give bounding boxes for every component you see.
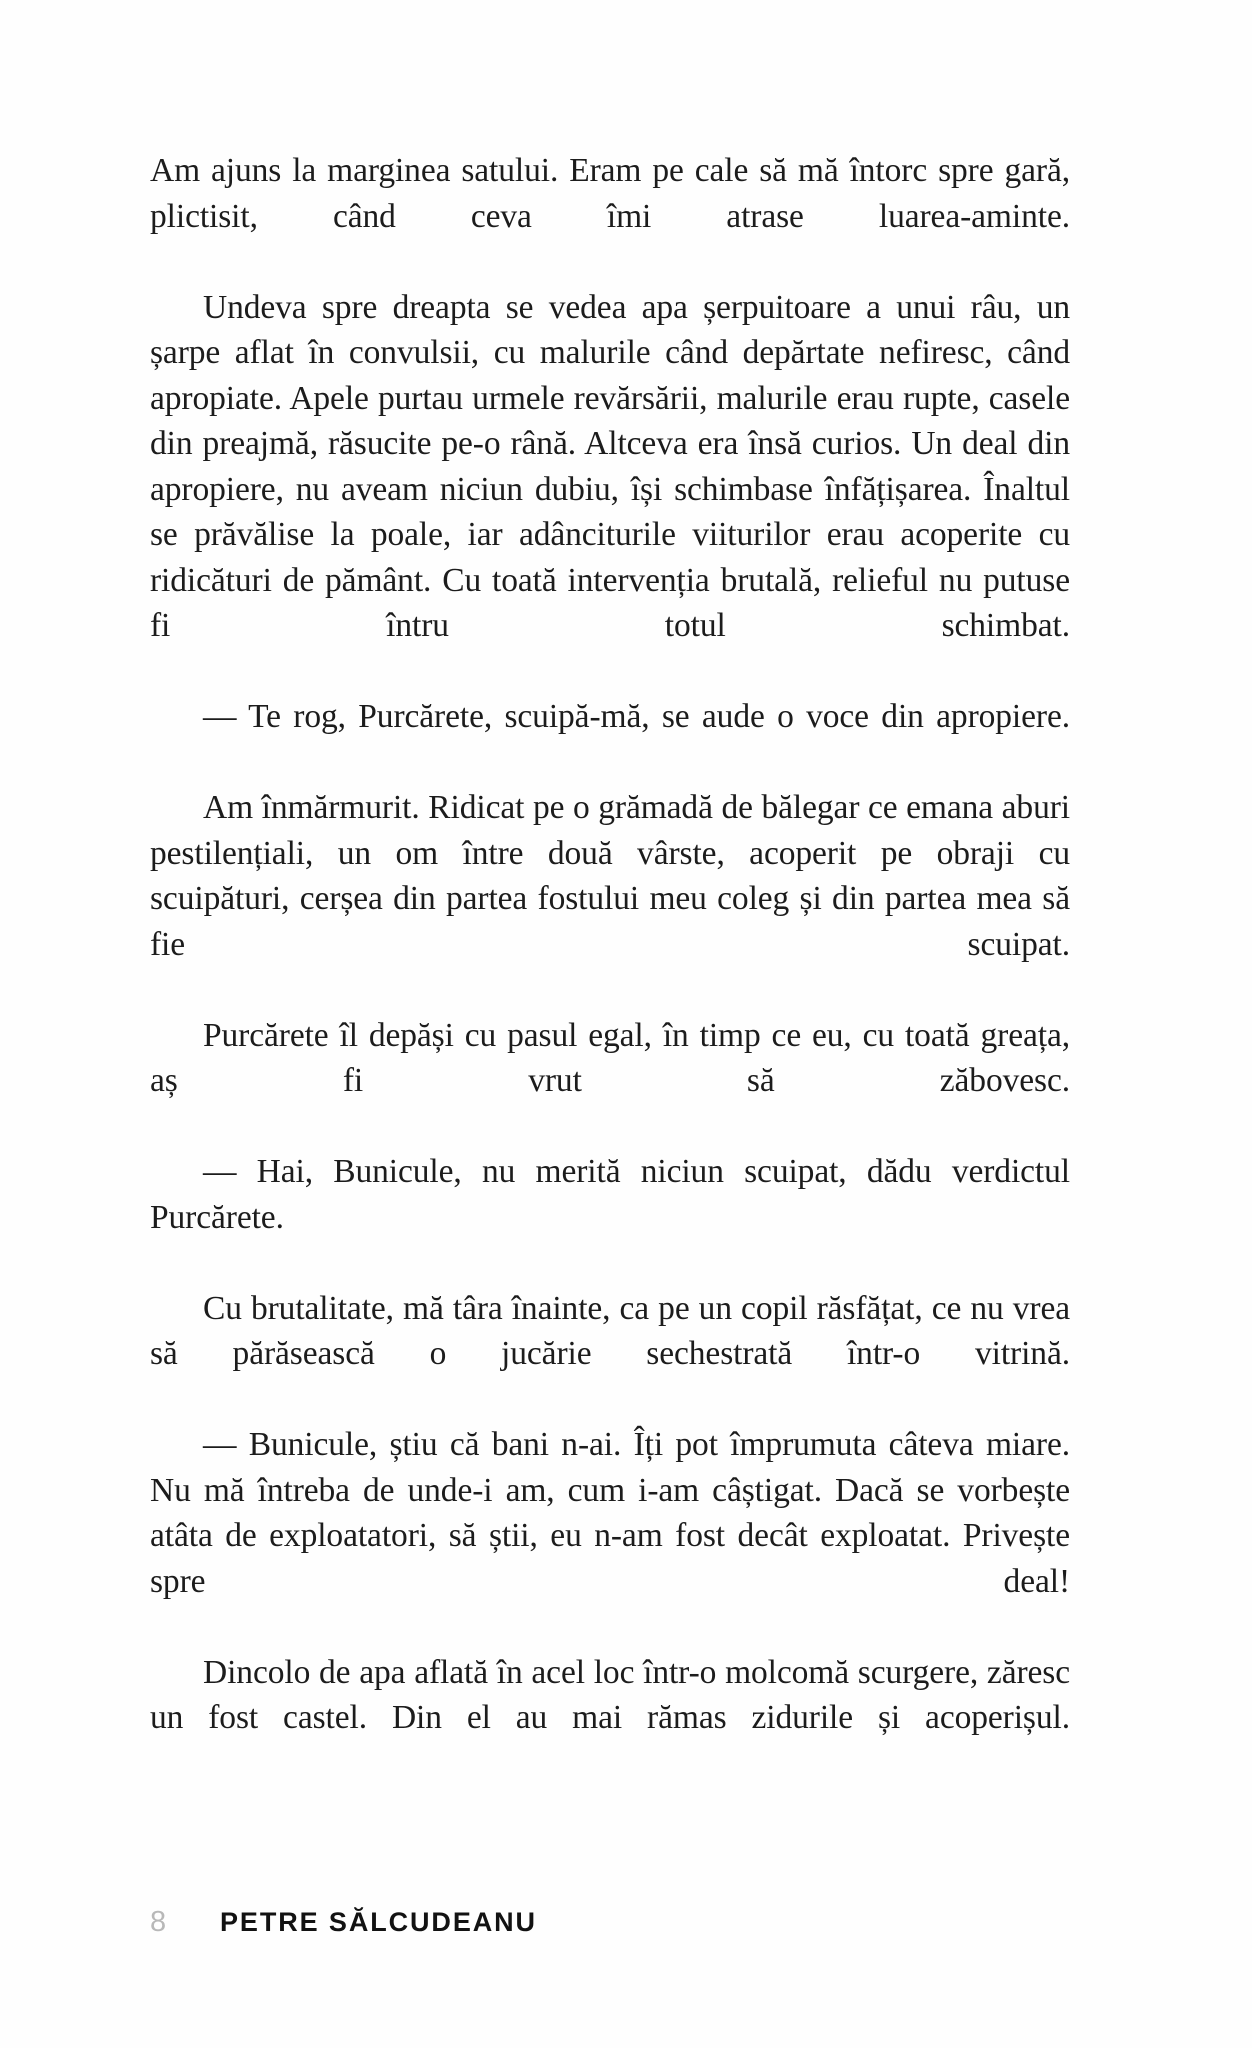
page-footer xyxy=(150,1908,1070,1937)
running-head-author: PETRE SĂLCUDEANU xyxy=(220,1907,537,1937)
paragraph-5: Purcărete îl depăși cu pasul egal, în timp ce eu, cu toată greața, aș fi vrut să zăbovesc. xyxy=(150,1016,1070,1099)
page-number: 8 xyxy=(150,1906,167,1938)
paragraph-3-dialogue: — Te rog, Purcărete, scuipă-mă, se aude o voce din apropiere. xyxy=(203,698,1070,735)
paragraph-8-dialogue: — Bunicule, știu că bani n-ai. Îți pot împrumuta câteva miare. Nu mă întreba de unde-i am, cum i-am câștigat. Dacă se vorbește atâta de exploatatori, să știi, eu n-am fost decât exploatat. Privește spre deal! xyxy=(150,1426,1070,1600)
page-text-block xyxy=(150,148,1070,1786)
paragraph-9: Dincolo de apa aflată în acel loc într-o molcomă scurgere, zăresc un fost castel. Din el au mai rămas zidurile și acoperișul. xyxy=(150,1653,1070,1736)
paragraph-6-dialogue: — Hai, Bunicule, nu merită niciun scuipat, dădu verdictul Purcărete. xyxy=(150,1153,1070,1236)
paragraph-7: Cu brutalitate, mă târa înainte, ca pe un copil răsfățat, ce nu vrea să părăsească o jucărie sechestrată într-o vitrină. xyxy=(150,1289,1070,1372)
paragraph-1: Am ajuns la marginea satului. Eram pe cale să mă întorc spre gară, plictisit, când ceva îmi atrase luarea-aminte. xyxy=(150,152,1070,235)
paragraph-2: Undeva spre dreapta se vedea apa șerpuitoare a unui râu, un șarpe aflat în convulsii, cu malurile când depărtate nefiresc, când apropiate. Apele purtau urmele revărsării, malurile erau rupte, casele din preajmă, răsucite pe-o rână. Altceva era însă curios. Un deal din apropiere, nu aveam niciun dubiu, își schimbase înfățișarea. Înaltul se prăvălise la poale, iar adânciturile viiturilor erau acoperite cu ridicături de pământ. Cu toată intervenția brutală, relieful nu putuse fi întru totul schimbat. xyxy=(150,288,1070,644)
paragraph-4: Am înmărmurit. Ridicat pe o grămadă de bălegar ce emana aburi pestilențiali, un om între două vârste, acoperit pe obraji cu scuipături, cerșea din partea fostului meu coleg și din partea mea să fie scuipat. xyxy=(150,789,1070,963)
